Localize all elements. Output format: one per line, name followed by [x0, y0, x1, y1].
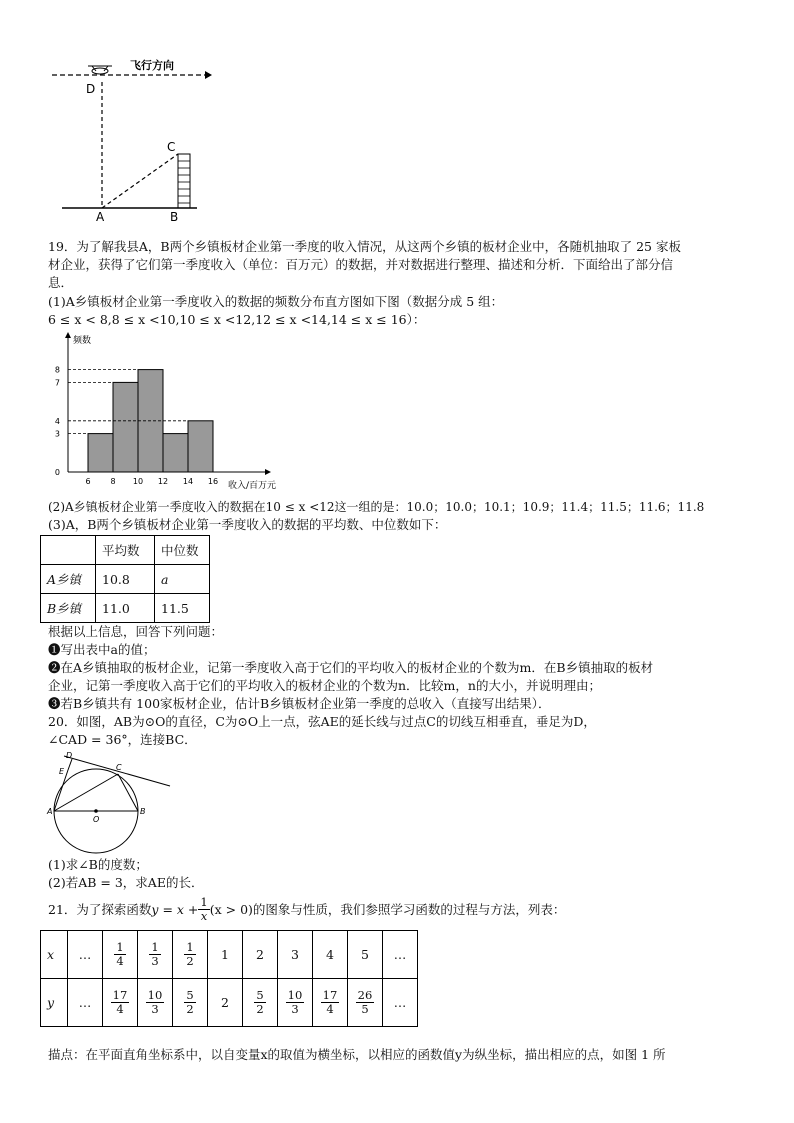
x-tick-label: 14: [182, 477, 194, 486]
label-b: B: [140, 807, 146, 816]
q21-func: y = x +: [151, 901, 199, 917]
q19-q2-2: 企业，记第一季度收入高于它们的平均收入的板材企业的个数为n．比较m，n的大小，并说明理由；: [48, 678, 601, 693]
table-cell: $\frac{5}{2}$: [243, 979, 278, 1027]
q19-questions-intro: 根据以上信息，回答下列问题：: [48, 624, 224, 639]
flight-diagram: [40, 50, 230, 225]
table-cell: A乡镇: [41, 565, 96, 594]
chord-ae: [54, 770, 68, 811]
table-cell: …: [383, 931, 418, 979]
table-cell: 中位数: [155, 536, 210, 565]
histogram-bar: [188, 421, 213, 472]
table-cell: $\frac{26}{5}$: [348, 979, 383, 1027]
direction-label: 飞行方向: [130, 59, 174, 72]
histogram-chart: [40, 328, 290, 493]
q20-sub2: (2)若AB = 3，求AE的长．: [48, 875, 204, 890]
table-cell: $\frac{10}{3}$: [278, 979, 313, 1027]
label-d: D: [86, 82, 96, 96]
q21-func-cond: (x > 0): [209, 901, 253, 917]
q19-part1-2: 6 ≤ x < 8,8 ≤ x <10,10 ≤ x <12,12 ≤ x <14,14 ≤ x ≤ 16）：: [48, 312, 426, 327]
x-tick-label: 8: [110, 477, 116, 486]
drone-icon: [88, 66, 112, 74]
table-cell: a: [155, 565, 210, 594]
table-cell: 2: [243, 931, 278, 979]
ac-dashed: [102, 154, 178, 208]
table-cell: $\frac{17}{4}$: [313, 979, 348, 1027]
table-cell: $\frac{1}{4}$: [103, 931, 138, 979]
table-cell: $\frac{1}{3}$: [138, 931, 173, 979]
table-cell: $\frac{5}{2}$: [173, 979, 208, 1027]
q20-sub1: (1)求∠B的度数；: [48, 857, 148, 872]
ae-extension: [68, 759, 72, 770]
y-tick-label: 4: [54, 416, 60, 426]
y-axis-arrow: [65, 332, 71, 338]
table-cell: 11.5: [155, 594, 210, 623]
table-cell: B乡镇: [41, 594, 96, 623]
y-tick-label: 8: [54, 365, 60, 375]
histogram-bar: [163, 434, 188, 472]
building: [178, 154, 190, 208]
table-cell: y: [41, 979, 68, 1027]
table-cell: …: [68, 979, 103, 1027]
q19-part3: (3)A，B两个乡镇板材企业第一季度收入的数据的平均数、中位数如下：: [48, 517, 447, 532]
q19-intro-2: 材企业，获得了它们第一季度收入（单位：百万元）的数据，并对数据进行整理、描述和分析．下面给出了部分信: [48, 257, 674, 272]
xy-table: [40, 930, 418, 1027]
stats-table: [40, 535, 210, 623]
q21-line1-post: 的图象与性质，我们参照学习函数的过程与方法，列表：: [252, 901, 566, 917]
q19-part1-1: (1)A乡镇板材企业第一季度收入的数据的频数分布直方图如下图（数据分成 5 组：: [48, 294, 504, 309]
q21-trace: 描点：在平面直角坐标系中，以自变量x的取值为横坐标，以相应的函数值y为纵坐标，描出相应的点，如图 1 所: [48, 1047, 666, 1062]
label-c: C: [116, 763, 122, 772]
q20-line2: ∠CAD = 36°，连接BC．: [48, 732, 197, 747]
q19-q2-1: ❷在A乡镇抽取的板材企业，记第一季度收入高于它们的平均收入的板材企业的个数为m．在B乡镇抽取的板材: [48, 660, 654, 675]
arrow-head: [205, 71, 212, 79]
label-d: D: [66, 751, 73, 760]
chord-bc: [118, 774, 138, 811]
x-tick-label: 6: [85, 477, 91, 486]
x-axis-label: 收入/百万元: [228, 481, 277, 491]
histogram-bar: [88, 434, 113, 472]
table-row-y: [41, 979, 418, 1027]
table-cell: [41, 536, 96, 565]
table-cell: $\frac{1}{2}$: [173, 931, 208, 979]
table-cell: 3: [278, 931, 313, 979]
table-cell: x: [41, 931, 68, 979]
y-tick-label: 3: [54, 429, 60, 439]
q21-line1: [48, 896, 565, 923]
table-header-row: [41, 536, 210, 565]
label-e: E: [59, 767, 65, 776]
q19-q3: ❸若B乡镇共有 100家板材企业，估计B乡镇板材企业第一季度的总收入（直接写出结果）．: [48, 696, 551, 711]
q20-line1: 20．如图，AB为⊙O的直径，C为⊙O上一点，弦AE的延长线与过点C的切线互相垂直，垂足为D，: [48, 714, 596, 729]
q21-func-fraction: $\frac{1}{x}$: [200, 895, 208, 923]
table-cell: 1: [208, 931, 243, 979]
label-b: B: [170, 210, 179, 224]
label-c: C: [167, 140, 176, 154]
table-cell: 5: [348, 931, 383, 979]
center-dot: [94, 809, 98, 813]
y-tick-label: 0: [54, 468, 60, 477]
table-cell: 11.0: [96, 594, 155, 623]
q19-intro-3: 息．: [48, 275, 74, 290]
q19-part2: (2)A乡镇板材企业第一季度收入的数据在10 ≤ x <12这一组的是：10.0；10.0；10.1；10.9；11.4；11.5；11.6；11.8: [48, 500, 705, 514]
table-cell: …: [68, 931, 103, 979]
q19-q1: ❶写出表中a的值；: [48, 642, 156, 657]
x-axis-arrow: [265, 469, 271, 475]
y-axis-label: 频数: [73, 336, 92, 346]
q19-intro-1: 19．为了解我县A，B两个乡镇板材企业第一季度的收入情况，从这两个乡镇的板材企业中，各随机抽取了 25 家板: [48, 239, 681, 254]
y-tick-label: 7: [54, 378, 60, 388]
table-cell: 2: [208, 979, 243, 1027]
q21-line1-pre: 21．为了探索函数: [48, 901, 152, 917]
x-tick-label: 10: [132, 477, 144, 486]
label-a: A: [96, 210, 105, 224]
table-cell: …: [383, 979, 418, 1027]
table-row: [41, 565, 210, 594]
label-o: O: [93, 815, 100, 824]
table-row: [41, 594, 210, 623]
table-cell: $\frac{17}{4}$: [103, 979, 138, 1027]
chord-ac: [54, 774, 118, 811]
histogram-bar: [113, 382, 138, 472]
circle-figure: [44, 750, 174, 862]
table-row-x: [41, 931, 418, 979]
label-a: A: [47, 807, 53, 816]
table-cell: 4: [313, 931, 348, 979]
table-cell: $\frac{10}{3}$: [138, 979, 173, 1027]
x-tick-label: 16: [207, 477, 219, 486]
table-cell: 平均数: [96, 536, 155, 565]
table-cell: 10.8: [96, 565, 155, 594]
x-tick-label: 12: [157, 477, 169, 486]
